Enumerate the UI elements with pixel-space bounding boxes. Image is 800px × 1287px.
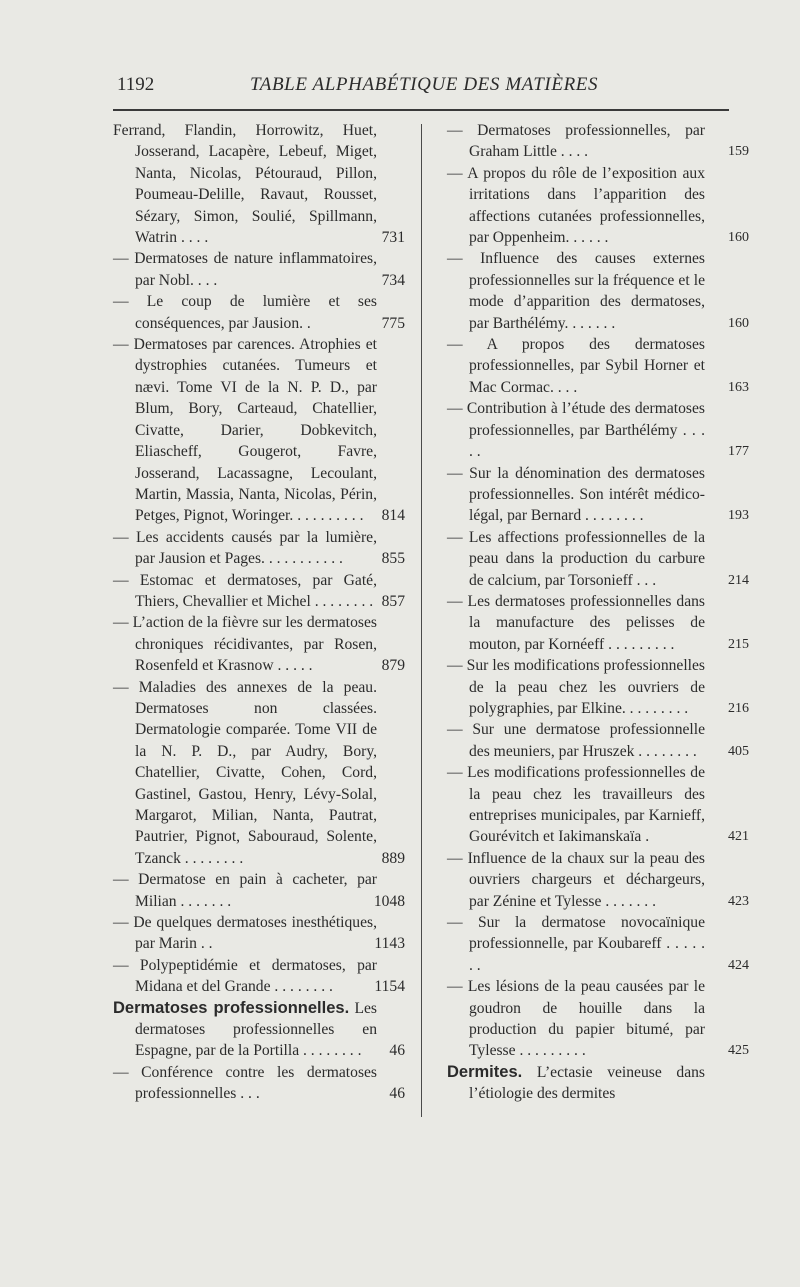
entry-page-number: 731 xyxy=(381,229,405,247)
entry-text: — Influence de la chaux sur la peau des ouvriers chargeurs et déchargeurs, par Zénine et Tylesse . . . . . . . xyxy=(447,849,705,910)
entry-page-number: 775 xyxy=(381,314,405,332)
entry-text: — Sur la dénomination des dermatoses professionnelles. Son intérêt médico-légal, par Bernard . . . . . . . . xyxy=(447,464,705,525)
index-entry xyxy=(447,120,749,163)
entry-text: — Dermatoses de nature inflammatoires, par Nobl. . . . xyxy=(113,250,377,289)
index-entry xyxy=(447,762,749,848)
entry-text: — Sur les modifications professionnelles de la peau chez les ouvriers de polygraphies, par Elkine. . . . . . . . . xyxy=(447,657,705,717)
entry-text: — Les lésions de la peau causées par le goudron de houille dans la production du papier bitumé, par Tylesse . . . . . . . . . xyxy=(447,978,705,1060)
index-entry xyxy=(113,912,403,955)
right-column xyxy=(447,120,749,1105)
index-entry xyxy=(113,677,403,870)
entry-text: — Le coup de lumière et ses conséquences, par Jausion. . xyxy=(113,293,377,332)
entry-page-number: 216 xyxy=(728,700,749,716)
column-divider xyxy=(421,124,422,1117)
index-entry xyxy=(113,869,403,912)
entry-text: — Dermatoses professionnelles, par Graham Little . . . . xyxy=(447,122,705,161)
entry-text: — Les accidents causés par la lumière, par Jausion et Pages. . . . . . . . . . . xyxy=(113,528,377,568)
entry-page-number: 160 xyxy=(728,230,749,246)
index-entry xyxy=(113,570,403,613)
entry-text: — Dermatose en pain à cacheter, par Milian . . . . . . . xyxy=(113,871,377,910)
entry-page-number: 405 xyxy=(728,743,749,759)
entry-text: — Conférence contre les dermatoses professionnelles . . . xyxy=(113,1063,377,1103)
entry-text: — Estomac et dermatoses, par Gaté, Thiers, Chevallier et Michel . . . . . . . . xyxy=(113,571,377,610)
index-entry xyxy=(447,719,749,762)
index-entry xyxy=(447,248,749,334)
entry-page-number: 889 xyxy=(381,849,405,867)
entry-text: — Sur la dermatose novocaïnique professionnelle, par Koubareff . . . . . . . xyxy=(447,914,705,974)
page-number: 1192 xyxy=(117,74,155,95)
index-entry xyxy=(447,976,749,1062)
entry-page-number: 1048 xyxy=(373,892,405,910)
entry-page-number: 160 xyxy=(728,315,749,331)
index-entry xyxy=(113,248,403,291)
entry-text: L’ectasie veineuse dans l’étiologie des dermites xyxy=(469,1063,705,1103)
header-rule xyxy=(113,109,729,111)
entry-page-number: 177 xyxy=(728,444,749,460)
entry-text: — Les modifications professionnelles de la peau chez les travailleurs des entreprises municipales, par Karnieff, Gourévitch et Iakimanskaïa . xyxy=(447,764,705,846)
entry-page-number: 159 xyxy=(728,144,749,160)
index-entry xyxy=(113,291,403,334)
entry-page-number: 1154 xyxy=(374,978,405,996)
index-entry xyxy=(447,163,749,249)
index-entry xyxy=(447,398,749,462)
index-entry xyxy=(113,998,403,1062)
entry-page-number: 46 xyxy=(389,1085,405,1103)
index-entry xyxy=(447,334,749,398)
entry-heading: Dermites. xyxy=(447,1062,523,1081)
entry-page-number: 879 xyxy=(381,657,405,675)
entry-heading: Dermatoses professionnelles. xyxy=(113,998,350,1017)
entry-page-number: 425 xyxy=(728,1043,749,1059)
index-entry xyxy=(447,912,749,976)
entry-page-number: 1143 xyxy=(374,935,405,953)
entry-text: Les dermatoses professionnelles en Espagne, par de la Portilla . . . . . . . . xyxy=(135,999,377,1060)
entry-page-number: 46 xyxy=(389,1042,405,1060)
entry-text: — Les affections professionnelles de la peau dans la production du carbure de calcium, par Torsonieff . . . xyxy=(447,528,705,589)
entry-page-number: 215 xyxy=(728,636,749,652)
entry-page-number: 424 xyxy=(728,957,749,973)
index-entry xyxy=(113,1062,403,1105)
entry-page-number: 855 xyxy=(381,550,405,568)
left-column xyxy=(113,120,403,1105)
entry-text: — A propos des dermatoses professionnelles, par Sybil Horner et Mac Cormac. . . . xyxy=(447,336,705,396)
index-entry xyxy=(447,1062,709,1105)
entry-text: — Maladies des annexes de la peau. Dermatoses non classées. Dermatologie comparée. Tome VII de la N. P. D., par Audry, Bory, Chatellier, Civatte, Cohen, Cord, Gastinel, Gastou, Henry, Lévy-Solal, Margarot, Milian, Nanta, Pautrat, Pautrier, Pignot, Sabouraud, Solente, Tzanck . . . . . . . . xyxy=(113,678,377,867)
entry-text: — Influence des causes externes professionnelles sur la fréquence et le mode d’apparition des dermatoses, par Barthélémy. . . . . . . xyxy=(447,250,705,332)
entry-page-number: 857 xyxy=(381,592,405,610)
index-entry xyxy=(113,527,403,570)
index-entry xyxy=(447,463,749,527)
entry-text: — De quelques dermatoses inesthétiques, par Marin . . xyxy=(113,914,377,953)
entry-page-number: 423 xyxy=(728,893,749,909)
entry-text: Ferrand, Flandin, Horrowitz, Huet, Josserand, Lacapère, Lebeuf, Miget, Nanta, Nicolas, Pétouraud, Pillon, Poumeau-Delille, Ravaut, Rousset, Sézary, Simon, Soulié, Spillmann, Watrin . . . . xyxy=(113,122,377,247)
entry-text: — Les dermatoses professionnelles dans la manufacture des pelisses de mouton, par Kornéeff . . . . . . . . . xyxy=(447,592,705,653)
index-entry xyxy=(447,655,749,719)
entry-text: — Dermatoses par carences. Atrophies et dystrophies cutanées. Tumeurs et nævi. Tome VI de la N. P. D., par Blum, Bory, Carteaud, Chatellier, Civatte, Darier, Dobkevitch, Eliascheff, Gougerot, Favre, Josserand, Lacassagne, Lecoulant, Martin, Massia, Nanta, Nicolas, Périn, Petges, Pignot, Woringer. . . . . . . . . . xyxy=(113,336,377,525)
index-entry xyxy=(447,591,749,655)
index-entry xyxy=(113,955,403,998)
index-entry xyxy=(113,612,403,676)
index-entry xyxy=(113,334,403,527)
running-title: TABLE ALPHABÉTIQUE DES MATIÈRES xyxy=(250,74,599,95)
index-entry xyxy=(113,120,403,248)
entry-text: — Contribution à l’étude des dermatoses professionnelles, par Barthélémy . . . . . xyxy=(447,400,705,461)
entry-page-number: 734 xyxy=(381,271,405,289)
entry-text: — Sur une dermatose professionnelle des meuniers, par Hruszek . . . . . . . . xyxy=(447,721,705,760)
entry-page-number: 193 xyxy=(728,508,749,524)
entry-page-number: 214 xyxy=(728,572,749,588)
entry-page-number: 814 xyxy=(381,507,405,525)
entry-page-number: 163 xyxy=(728,379,749,395)
index-entry xyxy=(447,848,749,912)
entry-text: — Polypeptidémie et dermatoses, par Midana et del Grande . . . . . . . . xyxy=(113,956,377,996)
entry-text: — A propos du rôle de l’exposition aux irritations dans l’apparition des affections cutanées professionnelles, par Oppenheim. . . . . . xyxy=(447,164,705,247)
entry-page-number: 421 xyxy=(728,829,749,845)
index-entry xyxy=(447,527,749,591)
entry-text: — L’action de la fièvre sur les dermatoses chroniques récidivantes, par Rosen, Rosenfeld et Krasnow . . . . . xyxy=(113,614,377,675)
